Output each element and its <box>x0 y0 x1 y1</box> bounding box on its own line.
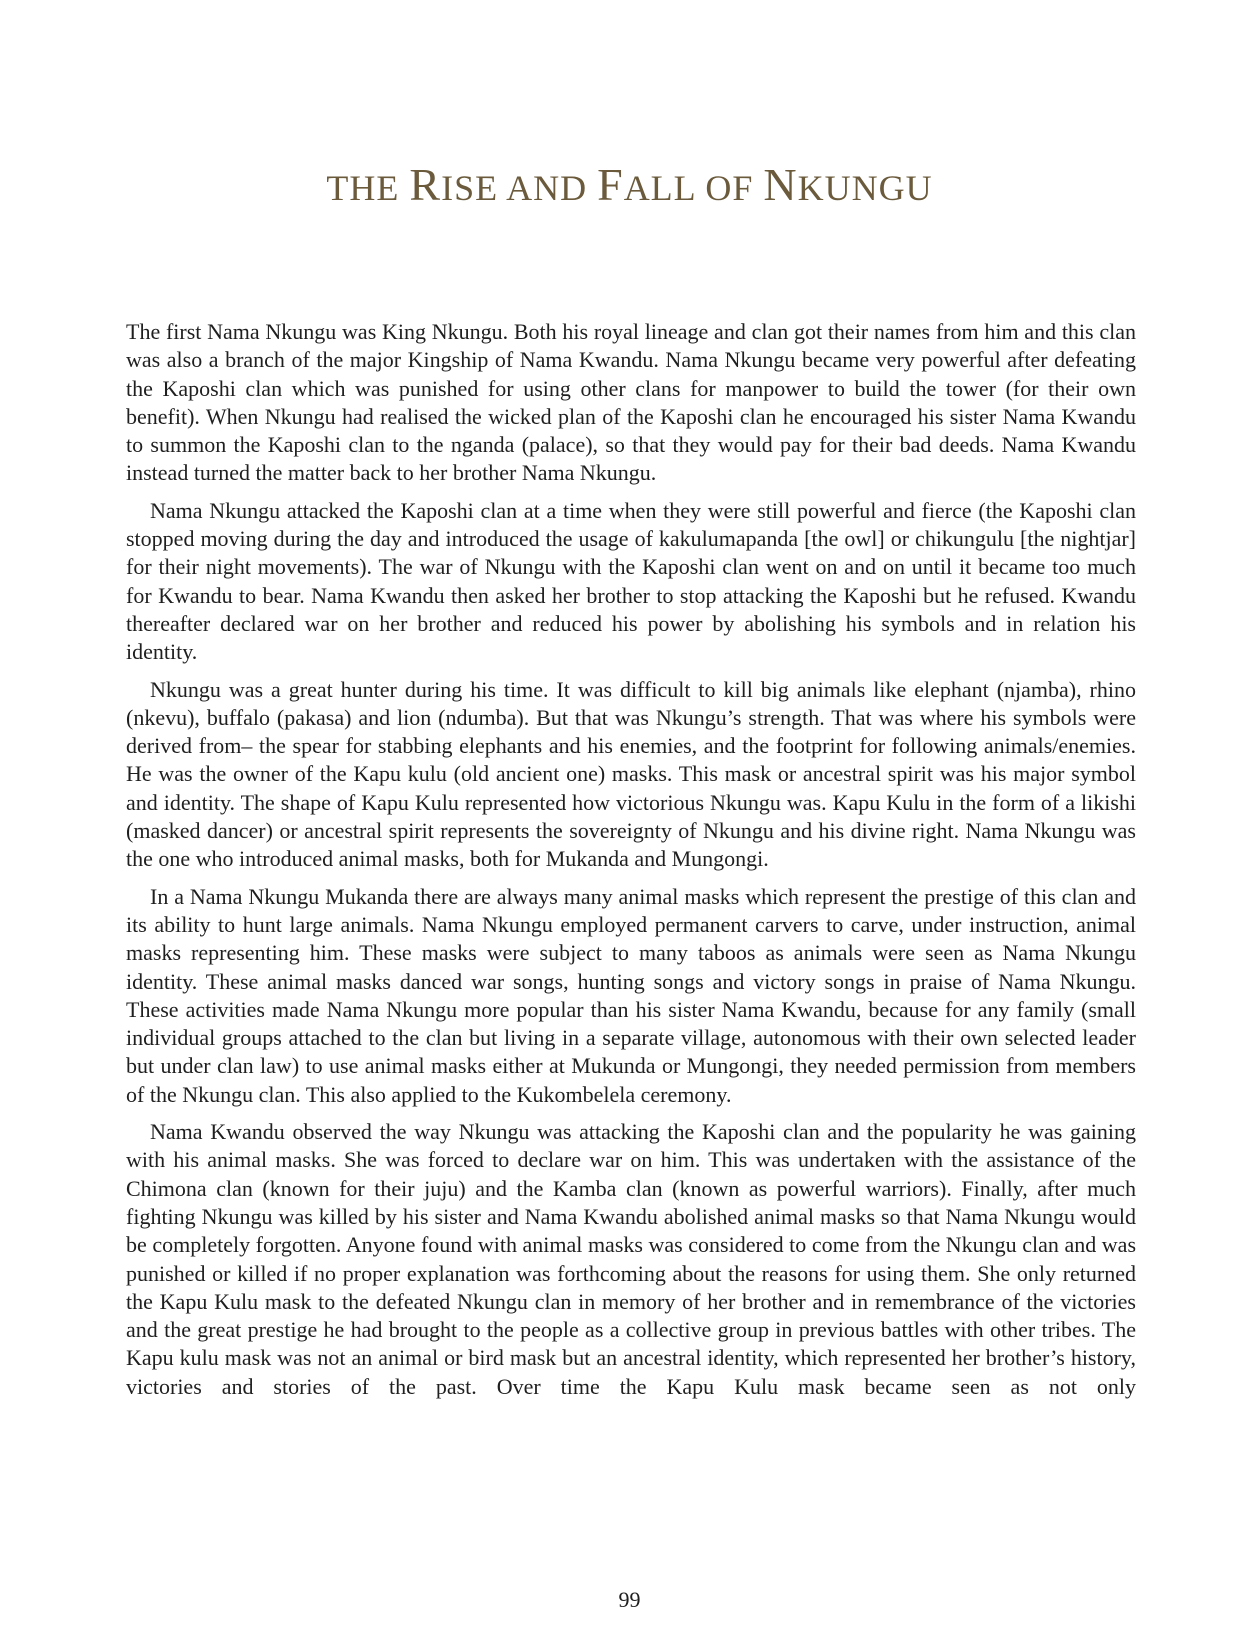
title-part-2: ISE AND <box>441 168 598 208</box>
paragraph-3: Nkungu was a great hunter during his time. It was difficult to kill big animals like elephant (njamba), rhino (nkevu), buffalo (pakasa) and lion (ndumba). But that was Nkungu’s strength. That was where his symbols were derived from– the spear for stabbing elephants and his enemies, and the footprint for following animals/enemies. He was the owner of the Kapu kulu (old ancient one) masks. This mask or ancestral spirit was his major symbol and identity. The shape of Kapu Kulu represented how victorious Nkungu was. Kapu Kulu in the form of a likishi (masked dancer) or ancestral spirit represents the sovereignty of Nkungu and his divine right. Nama Nkungu was the one who introduced animal masks, both for Mukanda and Mungongi. <box>126 676 1136 872</box>
paragraph-2: Nama Nkungu attacked the Kaposhi clan at a time when they were still powerful and fierce (the Kaposhi clan stopped moving during the day and introduced the usage of kakulumapanda [the owl] or chikungulu [the nightjar] for their night movements). The war of Nkungu with the Kaposhi clan went on and on until it became too much for Kwandu to bear. Nama Kwandu then asked her brother to stop attacking the Kaposhi but he refused. Kwandu thereafter declared war on her brother and reduced his power by abolishing his symbols and in relation his identity. <box>126 497 1136 665</box>
paragraph-4: In a Nama Nkungu Mukanda there are always many animal masks which represent the prestige of this clan and its ability to hunt large animals. Nama Nkungu employed permanent carvers to carve, under instruction, animal masks representing him. These masks were subject to many taboos as animals were seen as Nama Nkungu identity. These animal masks danced war songs, hunting songs and victory songs in praise of Nama Nkungu. These activities made Nama Nkungu more popular than his sister Nama Kwandu, because for any family (small individual groups attached to the clan but living in a separate village, autonomous with their own selected leader but under clan law) to use animal masks either at Mukunda or Mungongi, they needed permission from members of the Nkungu clan. This also applied to the Kukombelela ceremony. <box>126 883 1136 1107</box>
paragraph-1: The first Nama Nkungu was King Nkungu. Both his royal lineage and clan got their names from him and this clan was also a branch of the major Kingship of Nama Kwandu. Nama Nkungu became very powerful after defeating the Kaposhi clan which was punished for using other clans for manpower to build the tower (for their own benefit). When Nkungu had realised the wicked plan of the Kaposhi clan he encouraged his sister Nama Kwandu to summon the Kaposhi clan to the nganda (palace), so that they would pay for their bad deeds. Nama Kwandu instead turned the matter back to her brother Nama Nkungu. <box>126 319 1136 486</box>
title-part-3: ALL OF <box>623 168 764 208</box>
body-text <box>126 318 1136 1410</box>
title-part-1: THE <box>326 168 410 208</box>
title-initial-n: N <box>763 159 798 210</box>
title-part-4: KUNGU <box>797 168 933 208</box>
title-initial-r: R <box>409 159 442 210</box>
paragraph-5: Nama Kwandu observed the way Nkungu was attacking the Kaposhi clan and the popularity he was gaining with his animal masks. She was forced to declare war on him. This was undertaken with the assistance of the Chimona clan (known for their juju) and the Kamba clan (known as powerful warriors). Finally, after much fighting Nkungu was killed by his sister and Nama Kwandu abolished animal masks so that Nama Nkungu would be completely forgotten. Anyone found with animal masks was considered to come from the Nkungu clan and was punished or killed if no proper explanation was forthcoming about the reasons for using them. She only returned the Kapu Kulu mask to the defeated Nkungu clan in memory of her brother and in remembrance of the victories and the great prestige he had brought to the people as a collective group in previous battles with other tribes. The Kapu kulu mask was not an animal or bird mask but an ancestral identity, which represented her brother’s history, victories and stories of the past. Over time the Kapu Kulu mask became seen as not only <box>126 1119 1136 1399</box>
title-initial-f: F <box>597 159 624 210</box>
page-number: 99 <box>618 1587 641 1612</box>
chapter-title <box>0 158 1259 211</box>
